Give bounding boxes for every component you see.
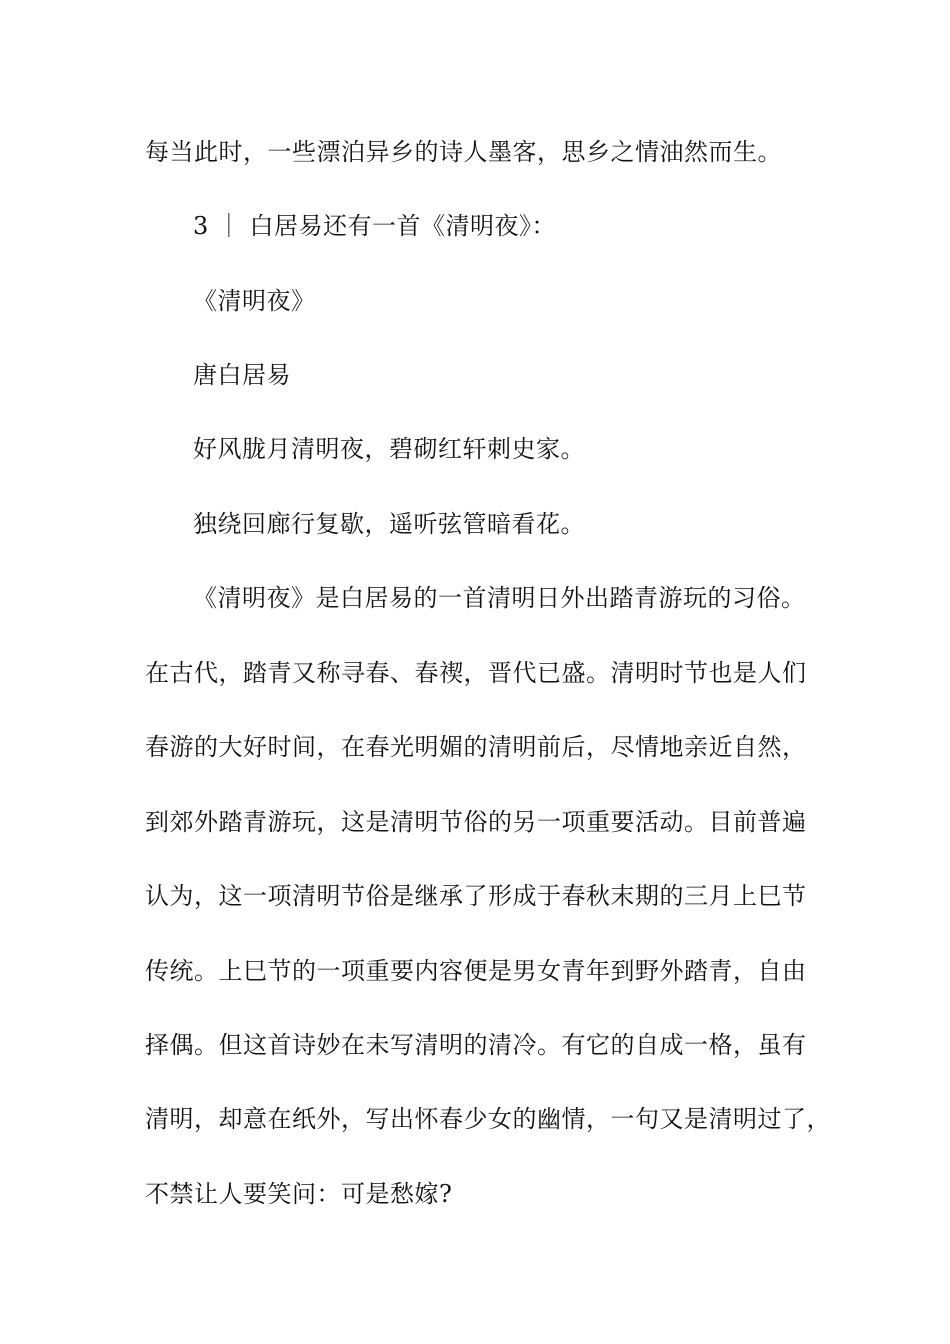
poem-title: 《清明夜》	[193, 287, 316, 315]
paragraph-line-1: 每当此时，一些漂泊异乡的诗人墨客，思乡之情油然而生。	[145, 138, 782, 166]
paragraph-line-6: 认为，这一项清明节俗是继承了形成于春秋末期的三月上巳节	[145, 882, 807, 910]
paragraph-line-7: 传统。上巳节的一项重要内容便是男女青年到野外踏青，自由	[145, 957, 807, 985]
poem-verse-2: 独绕回廊行复歇，遥听弦管暗看花。	[193, 510, 585, 538]
paragraph-line-3: 在古代，踏青又称寻春、春禊，晋代已盛。清明时节也是人们	[145, 659, 807, 687]
poem-verse-1: 好风胧月清明夜，碧砌红轩刺史家。	[193, 435, 585, 463]
paragraph-line-4: 春游的大好时间，在春光明媚的清明前后，尽情地亲近自然，	[145, 733, 807, 761]
poem-author: 唐白居易	[193, 361, 291, 389]
paragraph-line-9: 清明，却意在纸外，写出怀春少女的幽情，一句又是清明过了，	[145, 1105, 831, 1133]
paragraph-line-5: 到郊外踏青游玩，这是清明节俗的另一项重要活动。目前普遍	[145, 808, 807, 836]
paragraph-line-8: 择偶。但这首诗妙在未写清明的清冷。有它的自成一格，虽有	[145, 1031, 807, 1059]
section-heading: 3 ｜ 白居易还有一首《清明夜》：	[193, 212, 557, 240]
paragraph-line-10: 不禁让人要笑问：可是愁嫁?	[145, 1180, 453, 1208]
paragraph-line-2: 《清明夜》是白居易的一首清明日外出踏青游玩的习俗。	[193, 584, 806, 612]
